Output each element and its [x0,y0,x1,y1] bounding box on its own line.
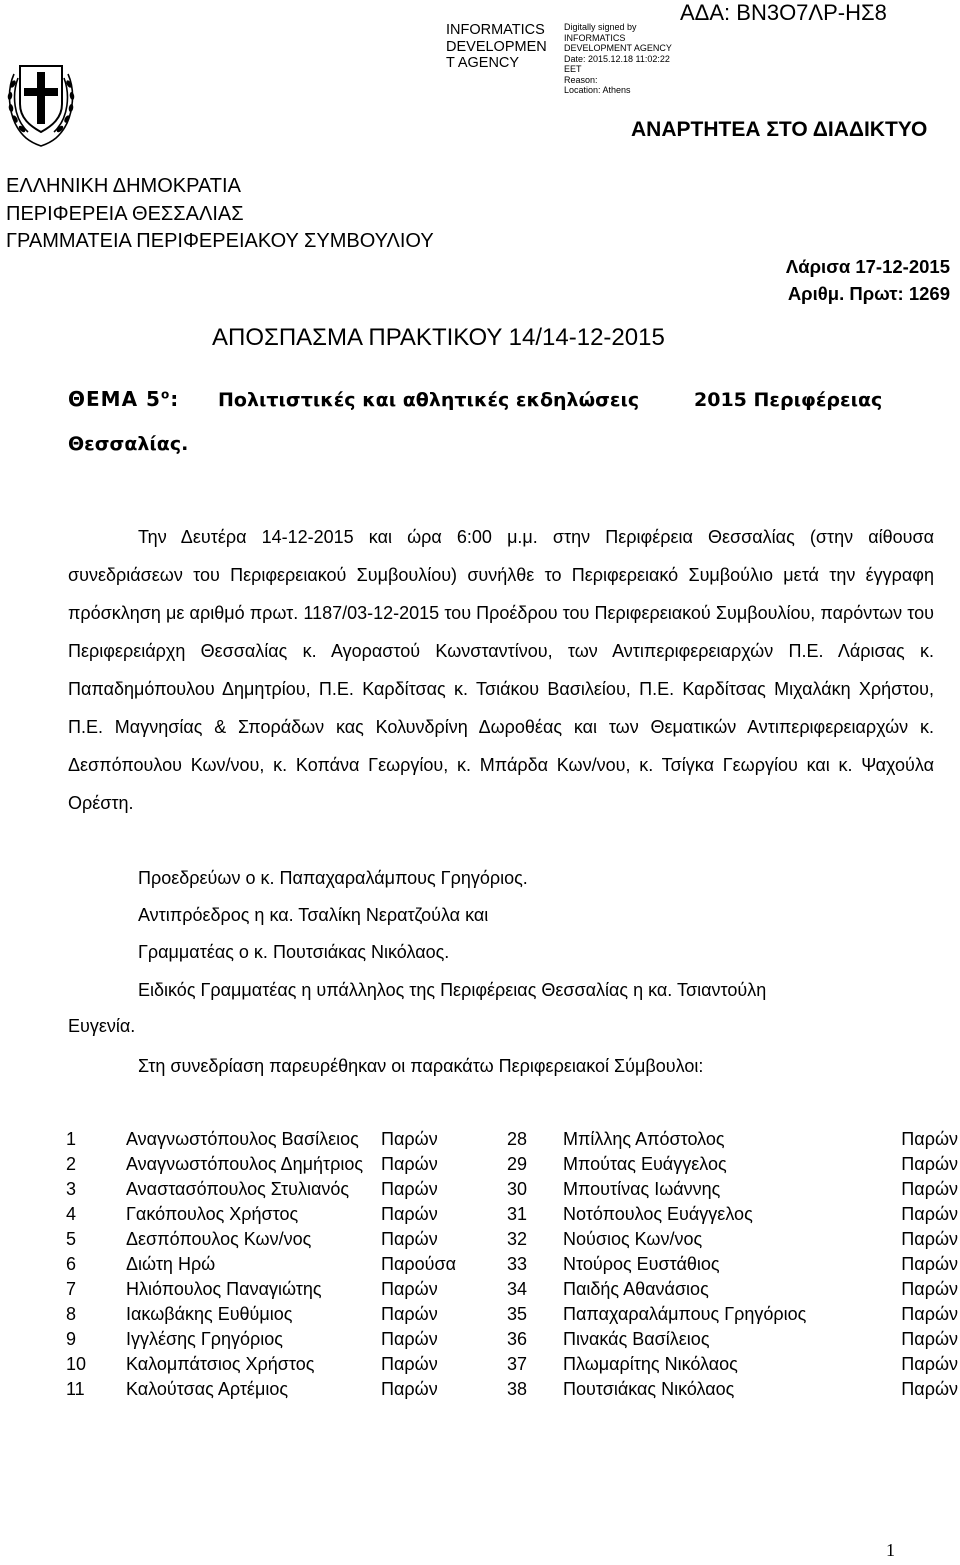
member-number: 7 [66,1279,77,1299]
issuer-block: ΕΛΛΗΝΙΚΗ ΔΗΜΟΚΡΑΤΙΑ ΠΕΡΙΦΕΡΕΙΑ ΘΕΣΣΑΛΙΑΣ ΓΡΑΜΜΑΤΕΙΑ ΠΕΡΙΦΕΡΕΙΑΚΟΥ ΣΥΜΒΟΥΛΙΟΥ [6,175,434,252]
greek-emblem-icon [4,52,78,147]
member-number: 38 [507,1379,528,1399]
member-name: Γακόπουλος Χρήστος [126,1204,299,1224]
member-name: Ιγγλέσης Γρηγόριος [126,1329,283,1349]
member-status: Παρών [381,1279,438,1299]
table-row [58,1277,960,1302]
member-number: 31 [507,1204,528,1224]
president-line: Προεδρεύων ο κ. Παπαχαραλάμπους Γρηγόριος. [138,868,528,888]
member-number: 1 [66,1129,77,1149]
member-number: 34 [507,1279,528,1299]
table-row [58,1127,960,1152]
member-name: Πινακάς Βασίλειος [563,1329,710,1349]
table-row [58,1152,960,1177]
digital-signature-details: Digitally signed by INFORMATICS DEVELOPMENT AGENCY Date: 2015.12.18 11:02:22 EET Reason: Location: Athens [564,22,672,95]
member-status: Παρών [901,1329,958,1349]
member-status: Παρών [901,1229,958,1249]
member-name: Καλομπάτσιος Χρήστος [126,1354,315,1374]
table-row [58,1177,960,1202]
member-number: 11 [66,1379,85,1399]
member-number: 37 [507,1354,528,1374]
ada-code: ΑΔΑ: ΒΝ3Ο7ΛΡ-ΗΣ8 [680,0,887,25]
subject-continuation: Θεσσαλίας. [68,433,189,455]
member-name: Μπούτας Ευάγγελος [563,1154,727,1174]
member-status: Παρών [381,1229,438,1249]
member-name: Διώτη Ηρώ [126,1254,216,1274]
member-name: Παπαχαραλάμπους Γρηγόριος [563,1304,807,1324]
member-status: Παρών [901,1254,958,1274]
table-row [58,1227,960,1252]
member-number: 29 [507,1154,528,1174]
member-number: 6 [66,1254,77,1274]
subject-text: Πολιτιστικές και αθλητικές εκδηλώσεις [218,389,640,411]
document-title: ΑΠΟΣΠΑΣΜΑ ΠΡΑΚΤΙΚΟΥ 14/14-12-2015 [212,324,665,351]
member-status: Παρών [381,1129,438,1149]
vice-president-line: Αντιπρόεδρος η κα. Τσαλίκη Νερατζούλα και [138,905,489,925]
table-row [58,1377,960,1402]
member-status: Παρών [901,1154,958,1174]
special-secretary-continuation: Ευγενία. [68,1016,136,1036]
subject-label: ΘΕΜΑ $5^o$: [68,387,180,411]
member-name: Πουτσιάκας Νικόλαος [563,1379,735,1399]
member-status: Παρών [901,1304,958,1324]
table-row [58,1302,960,1327]
place-date: Λάρισα 17-12-2015 [785,256,950,277]
member-name: Ιακωβάκης Ευθύμιος [126,1304,293,1324]
special-secretary-line: Ειδικός Γραμματέας η υπάλληλος της Περιφέρειας Θεσσαλίας η κα. Τσιαντούλη [138,980,767,1000]
member-name: Μπίλλης Απόστολος [563,1129,725,1149]
member-number: 5 [66,1229,77,1249]
member-status: Παρών [901,1129,958,1149]
member-name: Ηλιόπουλος Παναγιώτης [126,1279,322,1299]
member-status: Παρών [381,1354,438,1374]
member-number: 3 [66,1179,77,1199]
attendance-intro: Στη συνεδρίαση παρευρέθηκαν οι παρακάτω Περιφερειακοί Σύμβουλοι: [138,1056,704,1076]
member-status: Παρών [901,1204,958,1224]
page-number: 1 [886,1540,895,1560]
member-number: 4 [66,1204,77,1224]
secretary-line: Γραμματέας ο κ. Πουτσιάκας Νικόλαος. [138,942,450,962]
posting-notice: ΑΝΑΡΤΗΤΕΑ ΣΤΟ ΔΙΑΔΙΚΤΥΟ [631,118,928,141]
signer-name: INFORMATICS DEVELOPMEN T AGENCY [446,22,547,71]
member-number: 9 [66,1329,77,1349]
member-number: 2 [66,1154,77,1174]
member-name: Αναγνωστόπουλος Βασίλειος [126,1129,359,1149]
table-row [58,1352,960,1377]
protocol-number: Αριθμ. Πρωτ: 1269 [787,283,950,304]
member-name: Ντούρος Ευστάθιος [563,1254,720,1274]
member-name: Νούσιος Κων/νος [563,1229,703,1249]
member-status: Παρών [381,1179,438,1199]
member-name: Αναγνωστόπουλος Δημήτριος [126,1154,364,1174]
member-status: Παρών [901,1179,958,1199]
member-status: Παρών [901,1354,958,1374]
member-number: 10 [66,1354,87,1374]
member-name: Νοτόπουλος Ευάγγελος [563,1204,753,1224]
member-number: 28 [507,1129,528,1149]
member-number: 8 [66,1304,77,1324]
member-number: 32 [507,1229,528,1249]
table-row [58,1202,960,1227]
member-name: Πλωμαρίτης Νικόλαος [563,1354,738,1374]
member-number: 33 [507,1254,528,1274]
table-row [58,1252,960,1277]
member-number: 30 [507,1179,528,1199]
member-name: Παιδής Αθανάσιος [563,1279,709,1299]
member-status: Παρών [901,1379,958,1399]
member-status: Παρούσα [381,1254,457,1274]
member-name: Καλούτσας Αρτέμιος [126,1379,289,1399]
member-name: Αναστασόπουλος Στυλιανός [126,1179,350,1199]
member-status: Παρών [381,1204,438,1224]
minutes-paragraph: Την Δευτέρα 14-12-2015 και ώρα 6:00 μ.μ. στην Περιφέρεια Θεσσαλίας (στην αίθουσα συνεδριάσεων του Περιφερειακού Συμβουλίου) συνήλθε το Περιφερειακό Συμβούλιο μετά την έγγραφη πρόσκληση με αριθμό πρωτ. 1187/03-12-2015 του Προέδρου του Περιφερειακού Συμβουλίου, παρόντων του Περιφερειάρχη Θεσσαλίας κ. Αγοραστού Κωνσταντίνου, των Αντιπεριφερειαρχών Π.Ε. Λάρισας κ. Παπαδημόπουλου Δημητρίου, Π.Ε. Καρδίτσας κ. Τσιάκου Βασιλείου, Π.Ε. Καρδίτσας Μιχαλάκη Χρήστου, Π.Ε. Μαγνησίας & Σποράδων κας Κολυνδρίνη Δωροθέας και των Θεματικών Αντιπεριφερειαρχών κ. Δεσπόπουλου Κων/νου, κ. Κοπάνα Γεωργίου, κ. Μπάρδα Κων/νου, κ. Τσίγκα Γεωργίου και κ. Ψαχούλα Ορέστη. [68,527,934,813]
attendance-table [58,1127,960,1402]
member-status: Παρών [381,1154,438,1174]
member-name: Δεσπόπουλος Κων/νος [126,1229,312,1249]
member-number: 35 [507,1304,528,1324]
member-status: Παρών [381,1329,438,1349]
member-status: Παρών [381,1379,438,1399]
table-row [58,1327,960,1352]
member-name: Μπουτίνας Ιωάννης [563,1179,721,1199]
member-status: Παρών [901,1279,958,1299]
subject-year-region: 2015 Περιφέρειας [694,389,883,411]
member-number: 36 [507,1329,528,1349]
member-status: Παρών [381,1304,438,1324]
